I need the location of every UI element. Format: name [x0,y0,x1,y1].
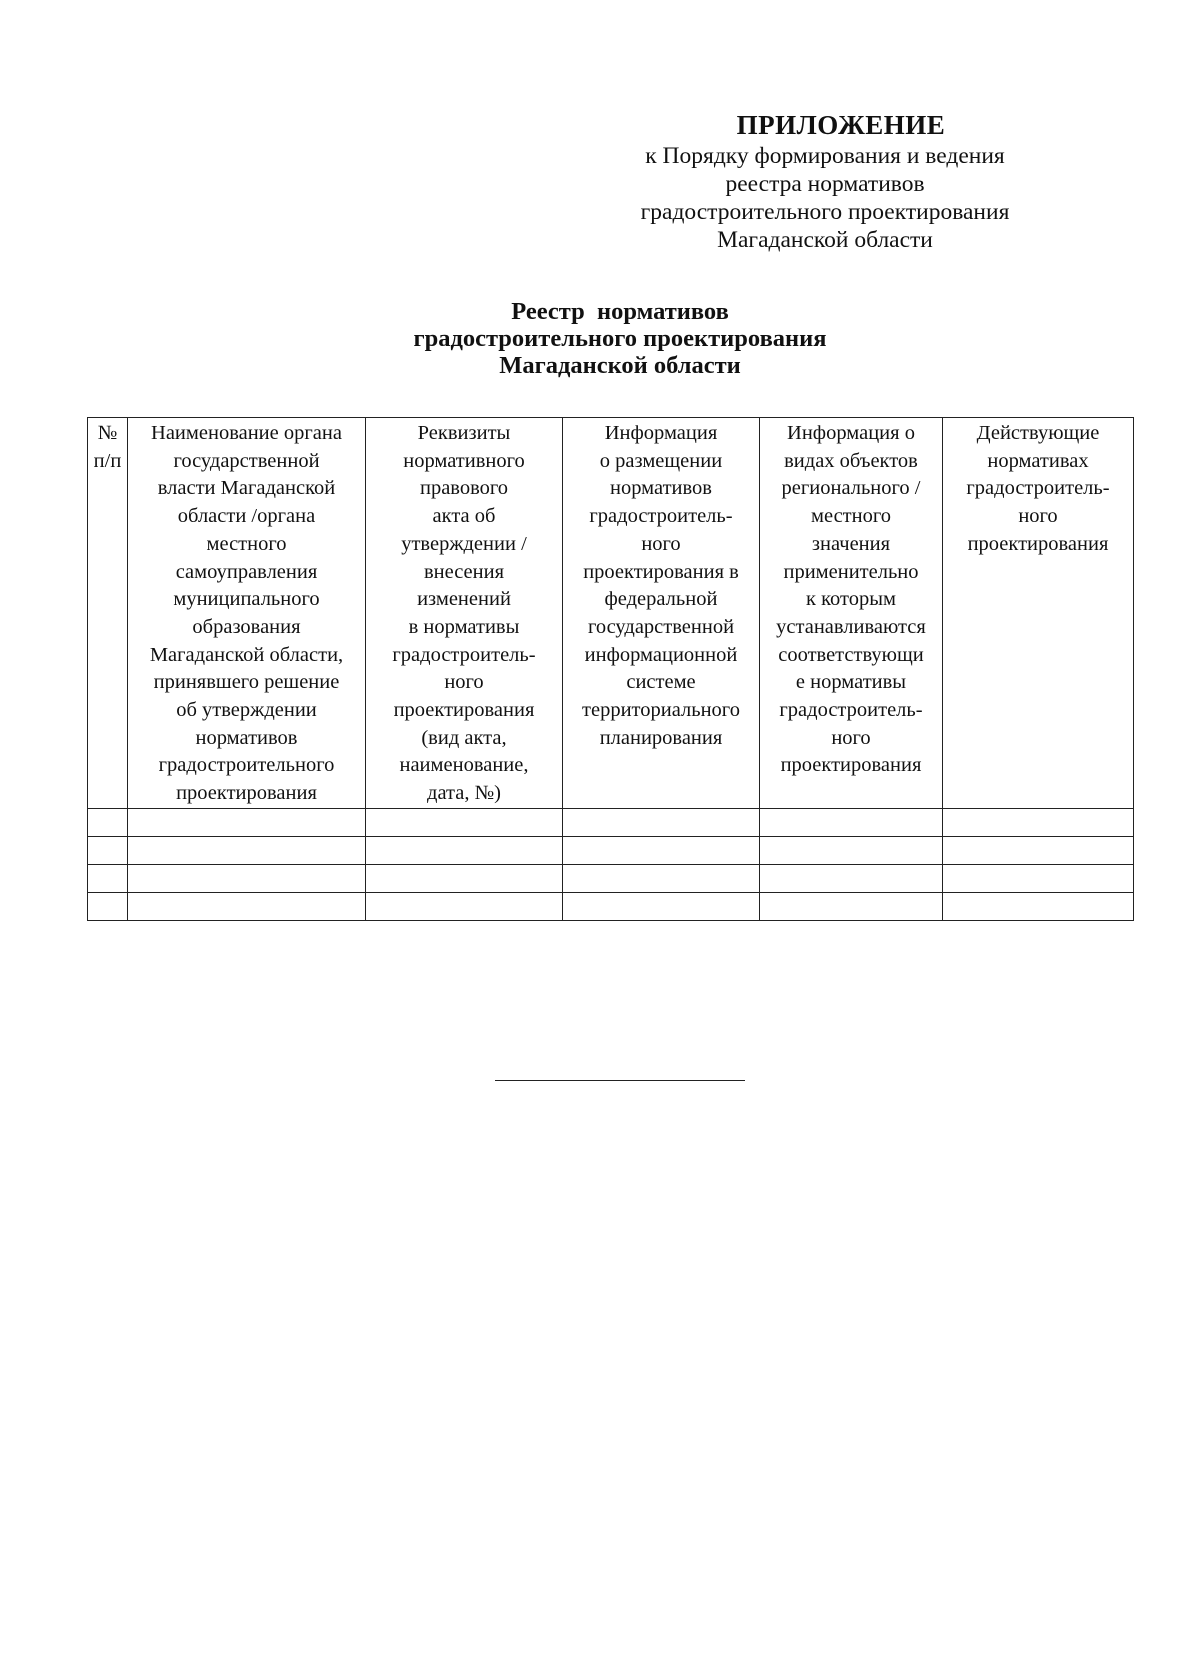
column-header-line: о размещении [599,449,723,472]
column-header-1 [128,418,366,809]
column-header-line: соответствующи [778,643,924,666]
column-header-line: внесения [423,560,505,583]
table-cell [88,892,128,920]
registry-title-line: Реестр нормативов [511,298,729,325]
table-cell [943,808,1134,836]
column-header-line: в нормативы [408,615,520,638]
column-header-line: устанавливаются [776,615,926,638]
column-header-line: проектирования [393,699,535,722]
column-header-line: акта об [432,505,496,528]
column-header-line: государственной [587,615,735,638]
appendix-line: градостроительного проектирования [640,199,1010,225]
table-cell [366,864,563,892]
column-header-line: изменений [417,588,511,611]
closing-rule [495,1080,745,1081]
column-header-line: применительно [783,560,919,583]
appendix-title: ПРИЛОЖЕНИЕ [736,110,946,140]
appendix-block [590,108,1060,254]
table-body [88,808,1134,920]
column-header-3 [563,418,760,809]
table-cell [563,836,760,864]
table-cell [366,892,563,920]
column-header-4 [760,418,943,809]
column-header-line: проектирования [176,782,317,805]
column-header-line: Действующие [976,422,1100,444]
column-header-line: проектирования [967,532,1109,555]
column-header-line: (вид акта, [421,726,507,749]
column-header-line: системе [626,671,696,694]
table-cell [88,808,128,836]
column-header-line: градостроитель- [966,477,1110,500]
column-header-line: Информация о [787,422,915,444]
column-header-line: Наименование органа [151,422,342,444]
column-header-line: к которым [806,588,896,611]
table-cell [760,808,943,836]
column-header-line: власти Магаданской [157,477,336,500]
column-header-line: муниципального [173,588,320,611]
table-cell [128,836,366,864]
column-header-line: Магаданской области, [149,643,344,666]
column-header-line: местного [206,532,287,555]
table-cell [563,892,760,920]
column-header-line: Информация [604,422,718,444]
column-header-line: значения [811,532,891,555]
column-header-line: образования [192,615,301,638]
column-header-line: Реквизиты [417,422,511,444]
column-header-line: планирования [599,726,723,749]
column-header-line: проектирования в [583,560,739,583]
column-header-2 [366,418,563,809]
column-header-line: нормативного [403,449,525,472]
column-header-line: местного [810,505,891,528]
table-cell [760,864,943,892]
column-header-line: нормативов [195,726,298,749]
column-header-line: нормативах [987,449,1089,472]
registry-title-line: Магаданской области [499,352,741,379]
column-header-line: территориального [582,699,740,722]
column-header-line: проектирования [780,754,922,777]
table-cell [128,864,366,892]
column-header-line: принявшего решение [153,671,340,694]
column-header-line: области /органа [177,505,316,528]
appendix-line: реестра нормативов [725,171,925,197]
table-cell [366,836,563,864]
registry-title [300,298,940,379]
column-header-line: наименование, [399,754,529,777]
column-header-line: самоуправления [175,560,318,583]
column-header-line: п/п [93,449,122,472]
column-header-line: градостроитель- [392,643,536,666]
appendix-line: к Порядку формирования и ведения [645,143,1005,169]
table-cell [88,836,128,864]
table-cell [128,808,366,836]
column-header-line: ного [1018,505,1058,528]
table-cell [563,864,760,892]
column-header-line: градостроитель- [589,505,733,528]
column-header-line: дата, №) [427,782,501,805]
registry-table [87,417,1134,921]
column-header-line: ного [444,671,484,694]
table-row [88,864,1134,892]
table-cell [943,836,1134,864]
column-header-line: информационной [584,643,738,666]
column-header-line: федеральной [604,588,718,611]
column-header-line: градостроительного [158,754,335,777]
table-cell [88,864,128,892]
table-cell [943,864,1134,892]
column-header-0 [88,418,128,809]
table-cell [760,836,943,864]
column-header-line: регионального / [781,477,921,500]
table-row [88,808,1134,836]
table-cell [128,892,366,920]
column-header-line: градостроитель- [779,699,923,722]
column-header-line: нормативов [610,477,712,500]
appendix-line: Магаданской области [717,227,933,253]
column-header-5 [943,418,1134,809]
column-header-line: государственной [173,449,320,472]
table-cell [760,892,943,920]
registry-title-line: градостроительного проектирования [413,325,827,352]
column-header-line: утверждении / [401,532,527,555]
table-header-row [88,418,1134,809]
table-row [88,892,1134,920]
table-cell [563,808,760,836]
column-header-line: видах объектов [784,449,918,472]
column-header-line: е нормативы [795,671,907,694]
table-cell [943,892,1134,920]
column-header-line: ного [641,532,681,555]
column-header-line: об утверждении [176,699,317,722]
column-header-line: правового [419,477,509,500]
table-cell [366,808,563,836]
table-row [88,836,1134,864]
column-header-line: ного [831,726,871,749]
column-header-line: № [97,422,118,444]
